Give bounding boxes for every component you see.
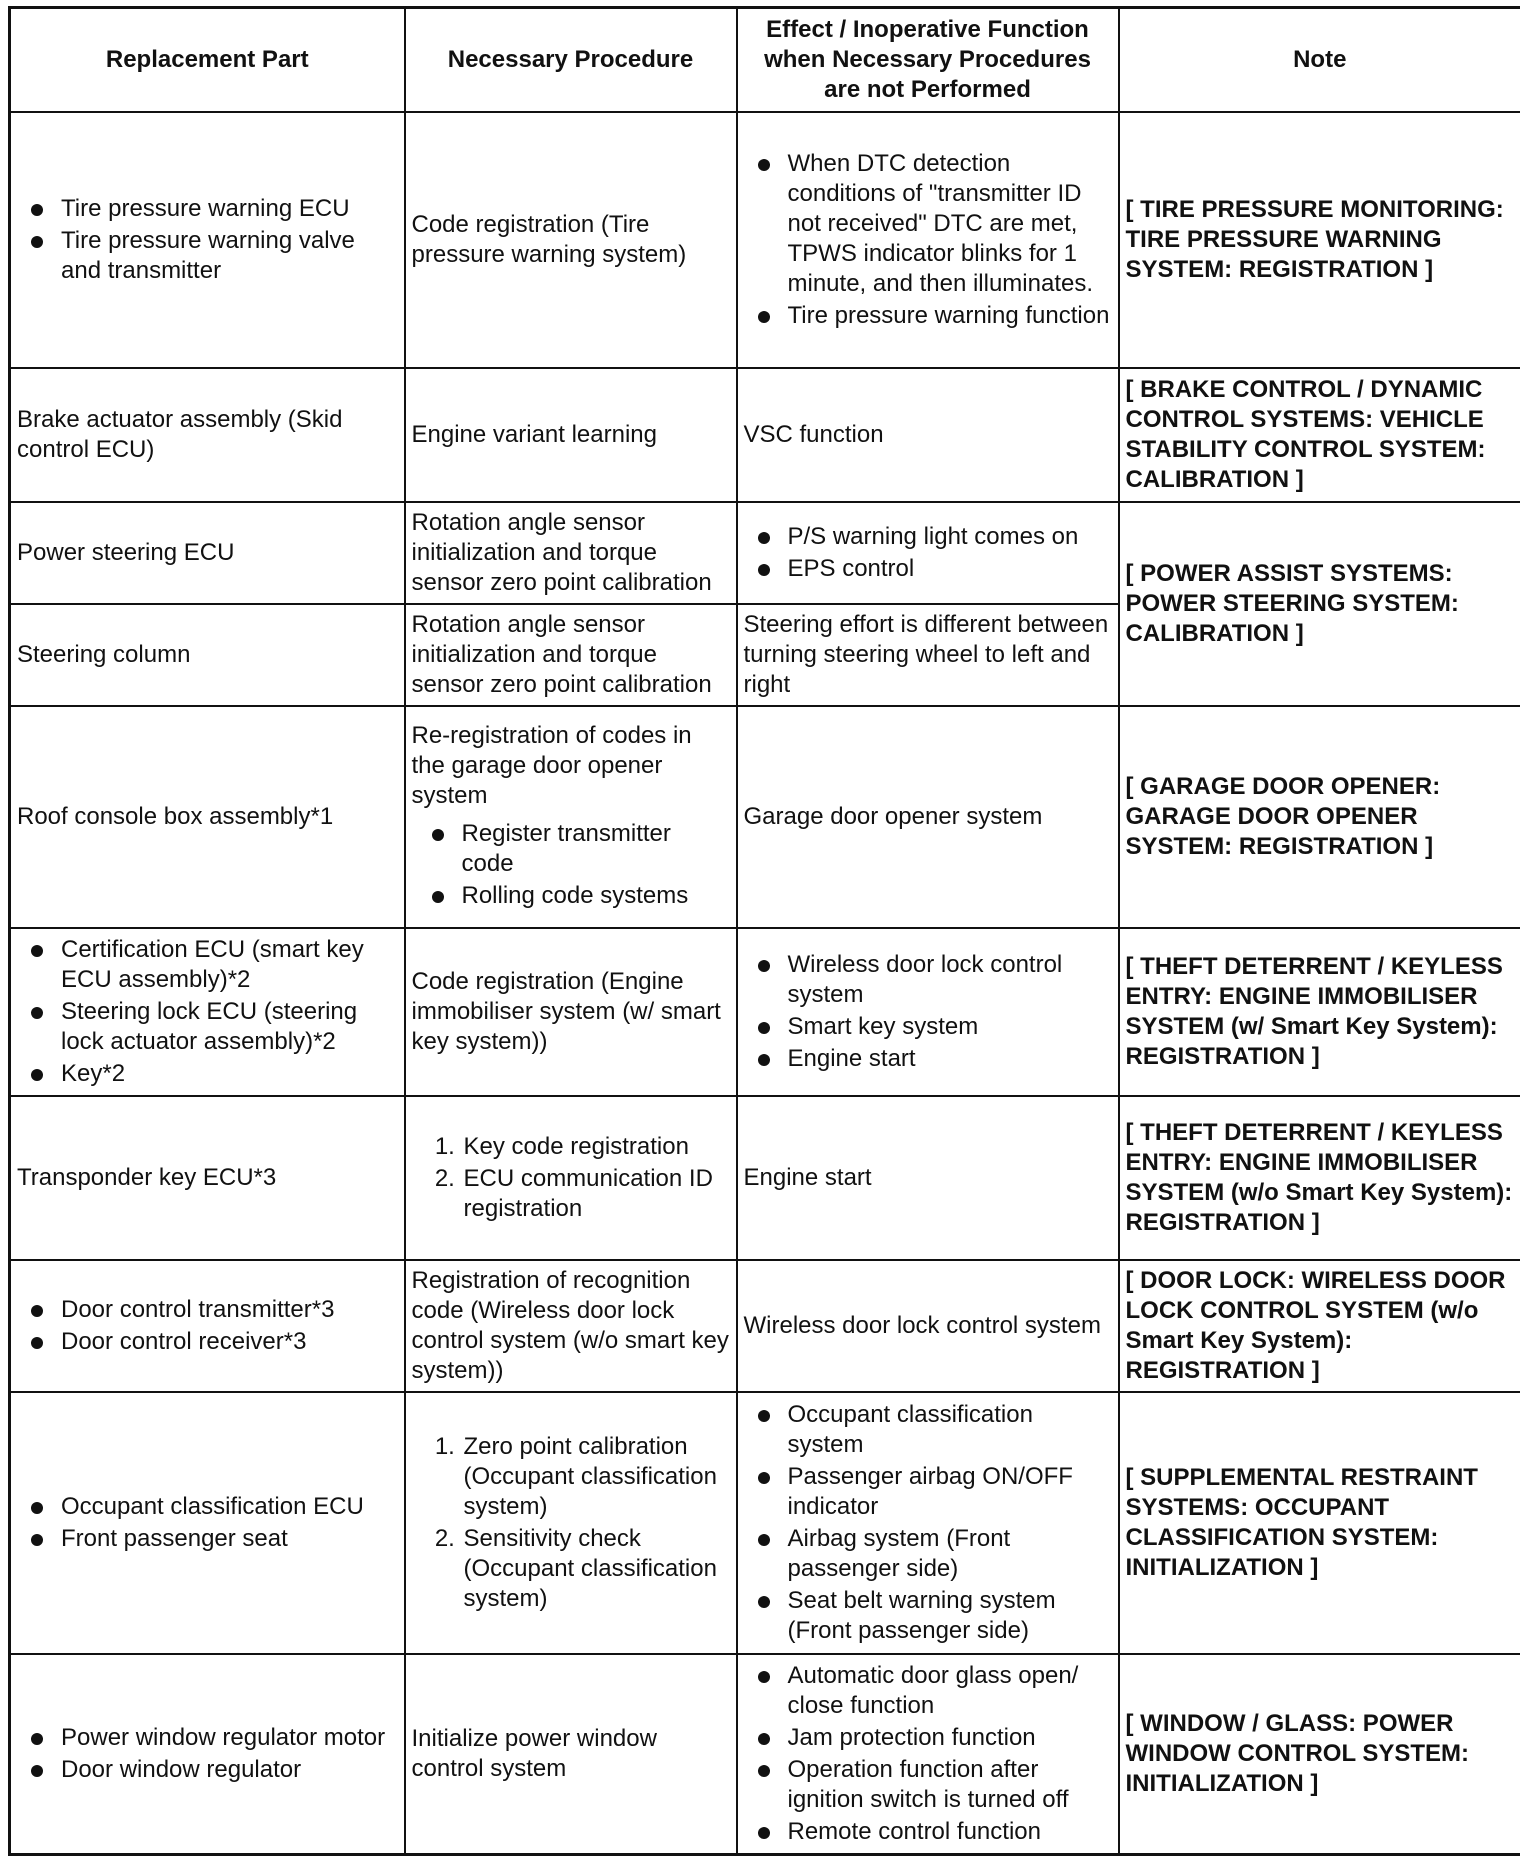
header-replacement-part: Replacement Part [10, 8, 405, 112]
cell-effect: Garage door opener system [737, 706, 1119, 928]
cell-note: [ WINDOW / GLASS: POWER WINDOW CONTROL SYSTEM: INITIALIZATION ] [1119, 1654, 1520, 1855]
cell-procedure: Engine variant learning [405, 368, 737, 502]
list-item: Steering lock ECU (steering lock actuator assembly)*2 [61, 997, 398, 1057]
header-effect: Effect / Inoperative Function when Necessary Procedures are not Performed [737, 8, 1119, 112]
replacement-procedures-table [8, 6, 1520, 1856]
cell-replacement-part: Brake actuator assembly (Skid control ECU) [10, 368, 405, 502]
list-item: Passenger airbag ON/OFF indicator [788, 1462, 1112, 1522]
cell-note: [ TIRE PRESSURE MONITORING: TIRE PRESSURE WARNING SYSTEM: REGISTRATION ] [1119, 112, 1520, 368]
list-item: Rolling code systems [462, 881, 730, 911]
cell-note: [ BRAKE CONTROL / DYNAMIC CONTROL SYSTEMS: VEHICLE STABILITY CONTROL SYSTEM: CALIBRATION ] [1119, 368, 1520, 502]
table-row [10, 502, 1520, 604]
list-item: Tire pressure warning valve and transmitter [61, 226, 398, 286]
cell-effect [737, 1392, 1119, 1654]
cell-replacement-part [10, 112, 405, 368]
cell-effect [737, 1654, 1119, 1855]
cell-effect: Steering effort is different between turning steering wheel to left and right [737, 604, 1119, 706]
cell-procedure: Code registration (Engine immobiliser system (w/ smart key system)) [405, 928, 737, 1096]
cell-note: [ THEFT DETERRENT / KEYLESS ENTRY: ENGINE IMMOBILISER SYSTEM (w/ Smart Key System): REGISTRATION ] [1119, 928, 1520, 1096]
list-item: Occupant classification ECU [61, 1492, 398, 1522]
table-row [10, 112, 1520, 368]
list-item: Wireless door lock control system [788, 950, 1112, 1010]
cell-replacement-part [10, 928, 405, 1096]
cell-procedure [405, 1392, 737, 1654]
cell-procedure [405, 706, 737, 928]
cell-procedure: Rotation angle sensor initialization and torque sensor zero point calibration [405, 502, 737, 604]
cell-replacement-part: Steering column [10, 604, 405, 706]
table-row [10, 928, 1520, 1096]
list-item: Power window regulator motor [61, 1723, 398, 1753]
list-item: Tire pressure warning function [788, 301, 1112, 331]
list-item: Occupant classification system [788, 1400, 1112, 1460]
table-row [10, 706, 1520, 928]
list-item: P/S warning light comes on [788, 522, 1112, 552]
cell-procedure [405, 1096, 737, 1260]
list-item: 2. Sensitivity check (Occupant classification system) [462, 1524, 730, 1614]
cell-effect: Engine start [737, 1096, 1119, 1260]
cell-replacement-part: Transponder key ECU*3 [10, 1096, 405, 1260]
list-item: Door window regulator [61, 1755, 398, 1785]
list-item: 1. Zero point calibration (Occupant classification system) [462, 1432, 730, 1522]
list-item: Front passenger seat [61, 1524, 398, 1554]
cell-effect: VSC function [737, 368, 1119, 502]
cell-effect: Wireless door lock control system [737, 1260, 1119, 1392]
procedure-intro: Re-registration of codes in the garage door opener system [412, 721, 730, 811]
list-item: Airbag system (Front passenger side) [788, 1524, 1112, 1584]
cell-procedure: Registration of recognition code (Wireless door lock control system (w/o smart key system)) [405, 1260, 737, 1392]
cell-note: [ POWER ASSIST SYSTEMS: POWER STEERING SYSTEM: CALIBRATION ] [1119, 502, 1520, 706]
list-item: Register transmitter code [462, 819, 730, 879]
cell-note: [ THEFT DETERRENT / KEYLESS ENTRY: ENGINE IMMOBILISER SYSTEM (w/o Smart Key System): REGISTRATION ] [1119, 1096, 1520, 1260]
cell-note: [ SUPPLEMENTAL RESTRAINT SYSTEMS: OCCUPANT CLASSIFICATION SYSTEM: INITIALIZATION ] [1119, 1392, 1520, 1654]
cell-replacement-part [10, 1654, 405, 1855]
list-item: Tire pressure warning ECU [61, 194, 398, 224]
list-item: Operation function after ignition switch is turned off [788, 1755, 1112, 1815]
cell-effect [737, 502, 1119, 604]
list-item: 2. ECU communication ID registration [462, 1164, 730, 1224]
header-note: Note [1119, 8, 1520, 112]
list-item: Key*2 [61, 1059, 398, 1089]
cell-effect [737, 928, 1119, 1096]
cell-note: [ DOOR LOCK: WIRELESS DOOR LOCK CONTROL SYSTEM (w/o Smart Key System): REGISTRATION ] [1119, 1260, 1520, 1392]
header-row [10, 8, 1520, 112]
list-item: Door control receiver*3 [61, 1327, 398, 1357]
list-item: Remote control function [788, 1817, 1112, 1847]
cell-replacement-part: Roof console box assembly*1 [10, 706, 405, 928]
procedures-table-wrapper [8, 6, 1520, 1856]
table-row [10, 1654, 1520, 1855]
list-item: Engine start [788, 1044, 1112, 1074]
table-row [10, 368, 1520, 502]
cell-replacement-part [10, 1392, 405, 1654]
list-item: Certification ECU (smart key ECU assembly)*2 [61, 935, 398, 995]
table-row [10, 1260, 1520, 1392]
list-item: Smart key system [788, 1012, 1112, 1042]
list-item: EPS control [788, 554, 1112, 584]
list-item: Door control transmitter*3 [61, 1295, 398, 1325]
cell-procedure: Code registration (Tire pressure warning system) [405, 112, 737, 368]
cell-replacement-part [10, 1260, 405, 1392]
table-row [10, 1392, 1520, 1654]
header-necessary-procedure: Necessary Procedure [405, 8, 737, 112]
list-item: When DTC detection conditions of "transmitter ID not received" DTC are met, TPWS indicator blinks for 1 minute, and then illuminates. [788, 149, 1112, 299]
list-item: Jam protection function [788, 1723, 1112, 1753]
list-item: Automatic door glass open/ close function [788, 1661, 1112, 1721]
cell-procedure: Initialize power window control system [405, 1654, 737, 1855]
cell-effect [737, 112, 1119, 368]
table-row [10, 1096, 1520, 1260]
cell-replacement-part: Power steering ECU [10, 502, 405, 604]
list-item: Seat belt warning system (Front passenger side) [788, 1586, 1112, 1646]
list-item: 1. Key code registration [462, 1132, 730, 1162]
cell-note: [ GARAGE DOOR OPENER: GARAGE DOOR OPENER SYSTEM: REGISTRATION ] [1119, 706, 1520, 928]
cell-procedure: Rotation angle sensor initialization and torque sensor zero point calibration [405, 604, 737, 706]
